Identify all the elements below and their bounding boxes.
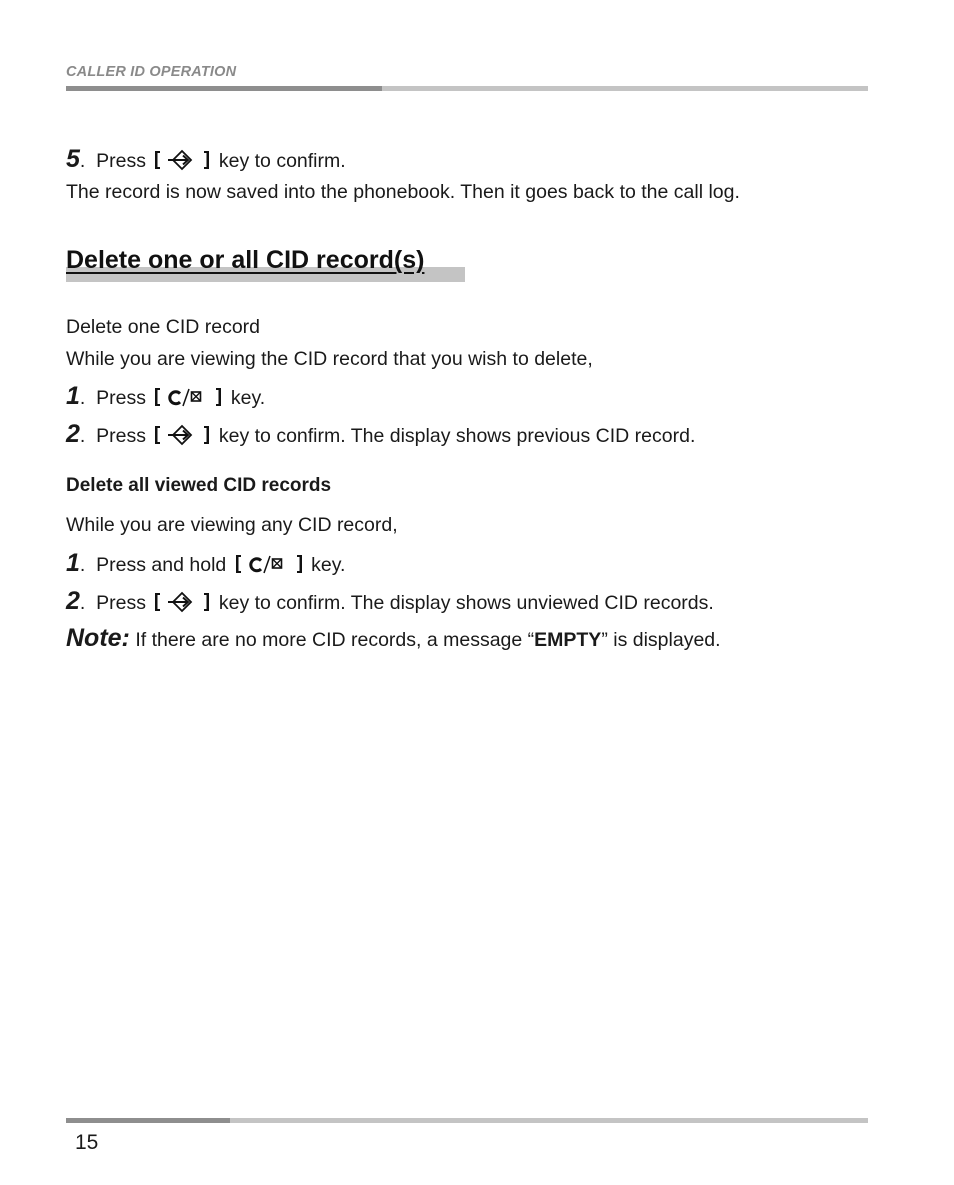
- running-header: CALLER ID OPERATION: [66, 64, 237, 80]
- page-number: 15: [75, 1131, 99, 1154]
- step-save: 5. Press key to confirm.: [66, 145, 346, 173]
- step-press: Press: [96, 387, 147, 409]
- delete-all-heading: Delete all viewed CID records: [66, 475, 332, 496]
- clear-mute-icon: [234, 553, 304, 575]
- delete-one-step-1: 1. Press key.: [66, 382, 266, 410]
- save-result-text: The record is now saved into the phonebook. Then it goes back to the call log.: [66, 181, 740, 203]
- delete-one-intro: While you are viewing the CID record that you wish to delete,: [66, 348, 593, 370]
- section-title: Delete one or all CID record(s): [66, 246, 425, 274]
- clear-mute-icon: [153, 386, 223, 408]
- step-press: Press: [96, 592, 147, 614]
- delete-one-step-2: 2. Press key to confirm. The display shows previous CID record.: [66, 420, 696, 448]
- footer-rule: [66, 1118, 868, 1123]
- step-press: Press and hold: [96, 554, 227, 576]
- ok-arrow-icon: [153, 424, 211, 446]
- step-number: 2: [66, 420, 80, 448]
- note-label: Note:: [66, 624, 130, 652]
- note-text-before: If there are no more CID records, a message “: [135, 629, 535, 651]
- section-title-block: [66, 244, 465, 284]
- step-after: key.: [230, 387, 266, 409]
- note: [66, 626, 721, 652]
- step-number: 5: [66, 145, 80, 173]
- delete-all-step-1: 1. Press and hold key.: [66, 549, 346, 577]
- step-after: key.: [311, 554, 346, 576]
- step-after: key to confirm.: [218, 150, 346, 172]
- delete-one-heading: Delete one CID record: [66, 316, 261, 338]
- step-number: 1: [66, 549, 80, 577]
- note-highlight: EMPTY: [534, 629, 602, 651]
- step-number: 2: [66, 587, 80, 615]
- delete-all-intro: While you are viewing any CID record,: [66, 514, 398, 536]
- ok-arrow-icon: [153, 591, 211, 613]
- note-text-after: ” is displayed.: [601, 629, 721, 651]
- delete-all-step-2: 2. Press key to confirm. The display shows unviewed CID records.: [66, 587, 714, 615]
- step-number: 1: [66, 382, 80, 410]
- step-press: Press: [96, 425, 147, 447]
- step-after: key to confirm. The display shows previous CID record.: [218, 425, 696, 447]
- ok-arrow-icon: [153, 149, 211, 171]
- step-press: Press: [96, 150, 147, 172]
- header-rule: [66, 86, 868, 91]
- step-after: key to confirm. The display shows unviewed CID records.: [218, 592, 714, 614]
